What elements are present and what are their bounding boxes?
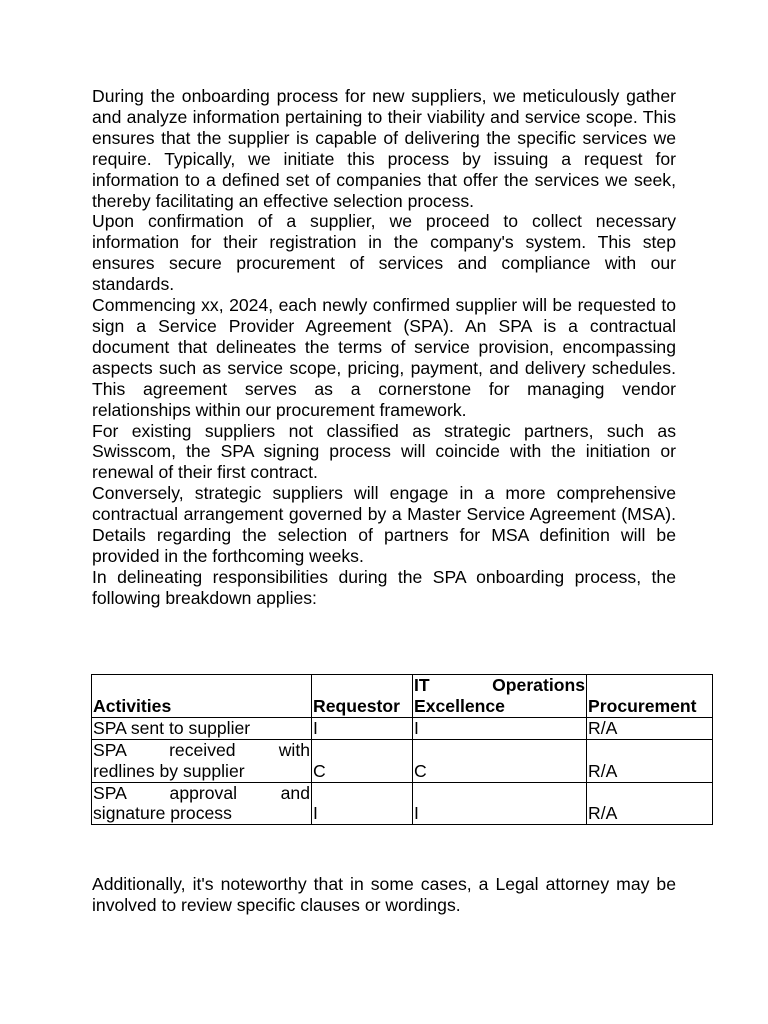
cell-requestor: I <box>312 717 413 739</box>
header-it-operations <box>413 675 587 718</box>
paragraph-breakdown: In delineating responsibilities during the SPA onboarding process, the following breakdown applies: <box>92 566 676 608</box>
paragraph-existing-suppliers: For existing suppliers not classified as strategic partners, such as Swisscom, the SPA signing process will coincide with the initiation or renewal of their first contract. <box>92 420 676 483</box>
cell-it-operations: C <box>413 739 587 782</box>
table-header-row <box>92 675 713 718</box>
header-activities: Activities <box>92 675 312 718</box>
table-row <box>92 739 713 782</box>
table-row <box>92 782 713 825</box>
cell-requestor: I <box>312 782 413 825</box>
header-requestor: Requestor <box>312 675 413 718</box>
paragraph-strategic-suppliers: Conversely, strategic suppliers will engage in a more comprehensive contractual arrangement governed by a Master Service Agreement (MSA). Details regarding the selection of partners for MSA definition will be provided in the forthcoming weeks. <box>92 483 676 566</box>
cell-procurement: R/A <box>587 782 713 825</box>
cell-it-operations: I <box>413 717 587 739</box>
header-it-operations-line1: IT Operations <box>414 675 585 695</box>
cell-activity-line2: redlines by supplier <box>93 760 245 781</box>
responsibility-table <box>91 674 713 825</box>
cell-activity-line1: SPA approval and <box>93 782 310 803</box>
cell-it-operations: I <box>413 782 587 825</box>
cell-activity: SPA sent to supplier <box>92 717 312 739</box>
body-text <box>92 86 676 609</box>
paragraph-spa: Commencing xx, 2024, each newly confirmed supplier will be requested to sign a Service Provider Agreement (SPA). An SPA is a contractual document that delineates the terms of service provision, encompassing aspects such as service scope, pricing, payment, and delivery schedules. This agreement serves as a cornerstone for managing vendor relationships within our procurement framework. <box>92 295 676 420</box>
cell-activity <box>92 739 312 782</box>
cell-procurement: R/A <box>587 739 713 782</box>
table-row <box>92 717 713 739</box>
cell-procurement: R/A <box>587 717 713 739</box>
cell-activity <box>92 782 312 825</box>
cell-activity-line2: signature process <box>93 803 232 824</box>
header-procurement: Procurement <box>587 675 713 718</box>
cell-requestor: C <box>312 739 413 782</box>
header-it-operations-line2: Excellence <box>414 695 505 716</box>
cell-activity-line1: SPA received with <box>93 739 310 760</box>
paragraph-legal-note: Additionally, it's noteworthy that in some cases, a Legal attorney may be involved to review specific clauses or wordings. <box>92 874 676 915</box>
paragraph-registration: Upon confirmation of a supplier, we proceed to collect necessary information for their registration in the company's system. This step ensures secure procurement of services and compliance with our standards. <box>92 211 676 295</box>
paragraph-onboarding: During the onboarding process for new suppliers, we meticulously gather and analyze information pertaining to their viability and service scope. This ensures that the supplier is capable of delivering the specific services we require. Typically, we initiate this process by issuing a request for information to a defined set of companies that offer the services we seek, thereby facilitating an effective selection process. <box>92 86 676 211</box>
